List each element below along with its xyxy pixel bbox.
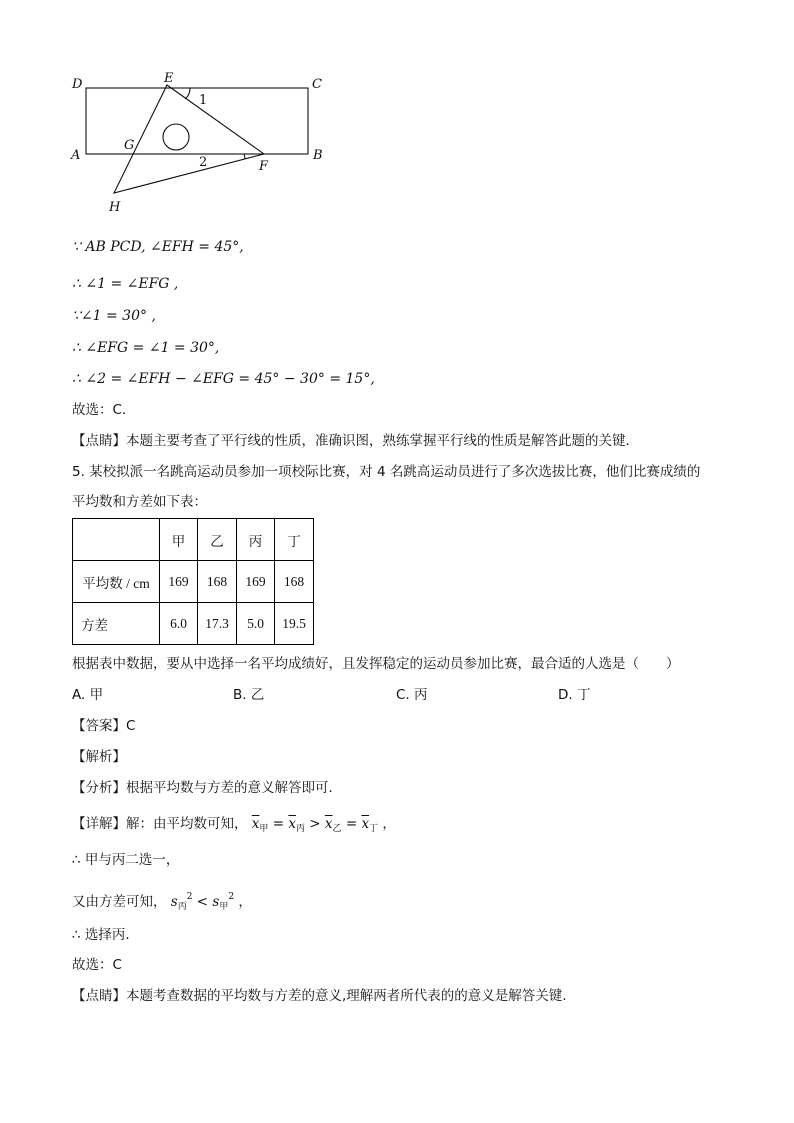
table-cell: 17.3 [198,603,237,645]
step-1: ∴ 甲与丙二选一， [72,852,180,868]
label-angle-1: 1 [199,93,208,108]
analysis-heading: 【解析】 [72,749,126,765]
table-cell: 6.0 [160,603,198,645]
label-h: H [109,200,121,215]
angle-1-arc [185,88,190,99]
subscript: 丙 [295,824,305,834]
proof-line-5: ∴ ∠2 = ∠EFH − ∠EFG = 45° − 30° = 15°, [72,371,375,387]
subscript: 甲 [259,824,269,834]
mean-symbol: $\overline{x}$ [251,816,260,832]
option-b: B. 乙 [233,687,265,703]
angle-2-arc [244,154,245,159]
operator: < [196,894,209,910]
label-f: F [259,159,269,174]
label-e: E [164,71,174,86]
table-cell: 168 [198,561,237,603]
table-row [73,603,314,645]
proof-choice: 故选：C． [72,402,136,418]
table-cell: 19.5 [275,603,314,645]
table-row [73,519,314,561]
label-d: D [72,77,83,92]
label-g: G [124,138,135,153]
q5-comment: 【点睛】本题考查数据的平均数与方差的意义,理解两者所代表的的意义是解答关键. [72,988,567,1004]
label-c: C [312,77,322,92]
table-header-jia: 甲 [160,519,198,561]
variance-line: 又由方差可知， $s_丙^2 < s_甲^2$ ， [72,892,252,912]
table-cell: 169 [237,561,275,603]
mean-symbol: $\overline{x}$ [324,816,333,832]
table-cell: 169 [160,561,198,603]
table-cell [73,519,160,561]
triangle-hole [163,124,189,150]
mean-symbol: $\overline{x}$ [288,816,296,832]
option-c: C. 丙 [396,687,428,703]
q5-stem-line-2: 平均数和方差如下表： [72,494,207,510]
variance-comparison [171,894,239,910]
subscript: 甲 [219,902,229,912]
analysis: 【分析】根据平均数与方差的意义解答即可． [72,780,342,796]
option-d: D. 丁 [558,687,591,703]
mean-symbol: $\overline{x}$ [361,816,370,832]
answer: 【答案】C [72,718,136,734]
proof-line-4: ∴ ∠EFG = ∠1 = 30°, [72,340,220,356]
proof-line-1: ∵ AB PCD, ∠EFH = 45°, [72,239,244,255]
proof-comment: 【点睛】本题主要考查了平行线的性质，准确识图，熟练掌握平行线的性质是解答此题的关键． [72,433,639,449]
proof-line-3: ∵∠1 = 30° , [72,308,156,324]
subscript: 乙 [332,824,342,834]
operator: = [272,816,285,832]
score-table [72,518,314,645]
rectangle-abcd [86,88,308,154]
variance-symbol: s [212,894,220,910]
table-row-label-variance: 方差 [73,603,160,645]
operator: > [309,816,321,832]
detail-line: 【详解】解：由平均数可知， $\overline{x}_甲 = \overline{x}_丙 > \overline{x}_乙 = \overline{x}_丁$ ， [72,816,396,834]
operator: = [345,816,358,832]
label-b: B [313,148,323,163]
table-header-ding: 丁 [275,519,314,561]
variance-symbol: s [170,894,178,910]
table-row [73,561,314,603]
table-header-bing: 丙 [237,519,275,561]
subscript: 丙 [177,902,187,912]
q5-stem-line-1: 5. 某校拟派一名跳高运动员参加一项校际比赛，对 4 名跳高运动员进行了多次选拔比赛，他们比赛成绩的 [72,464,701,480]
mean-comparison [252,816,383,832]
proof-line-2: ∴ ∠1 = ∠EFG , [72,276,179,292]
option-a: A. 甲 [72,687,104,703]
table-row-label-mean: 平均数 / cm [73,561,160,603]
superscript: 2 [228,892,235,902]
subscript: 丁 [369,824,379,834]
detail-prefix: 【详解】解：由平均数可知， [72,816,248,832]
q5-question: 根据表中数据，要从中选择一名平均成绩好，且发挥稳定的运动员参加比赛，最合适的人选是（ ） [72,656,680,672]
table-cell: 168 [275,561,314,603]
table-cell: 5.0 [237,603,275,645]
label-angle-2: 2 [199,155,208,170]
geometry-figure [60,70,340,220]
variance-prefix: 又由方差可知， [72,894,167,910]
superscript: 2 [186,892,193,902]
table-header-yi: 乙 [198,519,237,561]
choice: 故选：C [72,957,122,973]
label-a: A [71,148,81,163]
step-3: ∴ 选择丙． [72,927,139,943]
